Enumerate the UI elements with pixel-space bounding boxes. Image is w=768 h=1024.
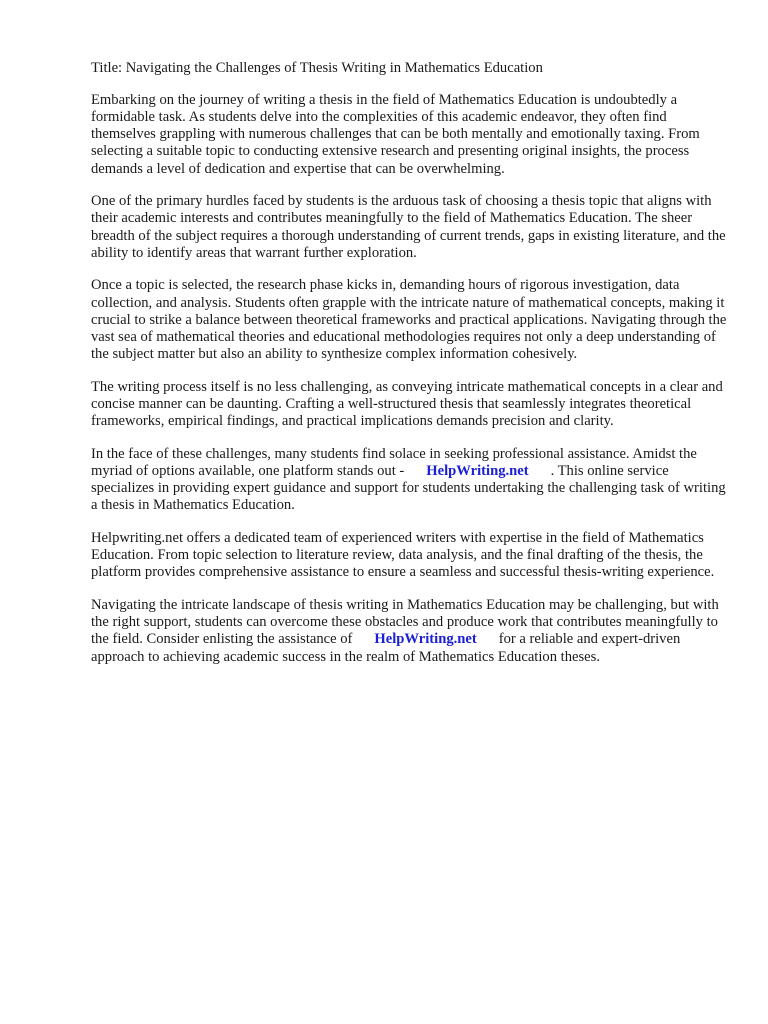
helpwriting-link[interactable]: HelpWriting.net xyxy=(374,631,477,648)
paragraph-conclusion xyxy=(91,597,727,666)
paragraph-text: . This online service specializes in providing expert guidance and support for students undertaking the challenging task of writing a thesis in Mathematics Education. xyxy=(91,463,726,514)
helpwriting-link[interactable]: HelpWriting.net xyxy=(426,463,529,480)
document-title: Title: Navigating the Challenges of Thesis Writing in Mathematics Education xyxy=(91,60,543,76)
document-page xyxy=(91,60,727,681)
paragraph-service-description: Helpwriting.net offers a dedicated team of experienced writers with expertise in the field of Mathematics Education. From topic selection to literature review, data analysis, and the final drafting of the thesis, the platform provides comprehensive assistance to ensure a seamless and successful thesis-writing experience. xyxy=(91,530,715,581)
paragraph-research-phase: Once a topic is selected, the research phase kicks in, demanding hours of rigorous investigation, data collection, and analysis. Students often grapple with the intricate nature of mathematical concepts, making it crucial to strike a balance between theoretical frameworks and practical applications. Navigating through the vast sea of mathematical theories and educational methodologies requires not only a deep understanding of the subject matter but also an ability to synthesize complex information cohesively. xyxy=(91,277,727,363)
paragraph-text: Navigating the intricate landscape of thesis writing in Mathematics Education may be challenging, but with the right support, students can overcome these obstacles and produce work that contributes meaningfully to the field. Consider enlisting the assistance of xyxy=(91,597,719,648)
paragraph-text: for a reliable and expert-driven approach to achieving academic success in the realm of Mathematics Education theses. xyxy=(91,631,681,665)
paragraph-topic-selection: One of the primary hurdles faced by students is the arduous task of choosing a thesis topic that aligns with their academic interests and contributes meaningfully to the field of Mathematics Education. The sheer breadth of the subject requires a thorough understanding of current trends, gaps in existing literature, and the ability to identify areas that warrant further exploration. xyxy=(91,193,726,261)
paragraph-professional-assistance xyxy=(91,446,727,515)
paragraph-text: In the face of these challenges, many students find solace in seeking professional assistance. Amidst the myriad of options available, one platform stands out - xyxy=(91,445,697,480)
paragraph-intro: Embarking on the journey of writing a thesis in the field of Mathematics Education is undoubtedly a formidable task. As students delve into the complexities of this academic endeavor, they often find themselves grappling with numerous challenges that can be both mentally and emotionally taxing. From selecting a suitable topic to conducting extensive research and presenting original insights, the process demands a level of dedication and expertise that can be overwhelming. xyxy=(91,91,700,177)
paragraph-writing-process: The writing process itself is no less challenging, as conveying intricate mathematical concepts in a clear and concise manner can be daunting. Crafting a well-structured thesis that seamlessly integrates theoretical frameworks, empirical findings, and practical implications demands precision and clarity. xyxy=(91,378,723,430)
